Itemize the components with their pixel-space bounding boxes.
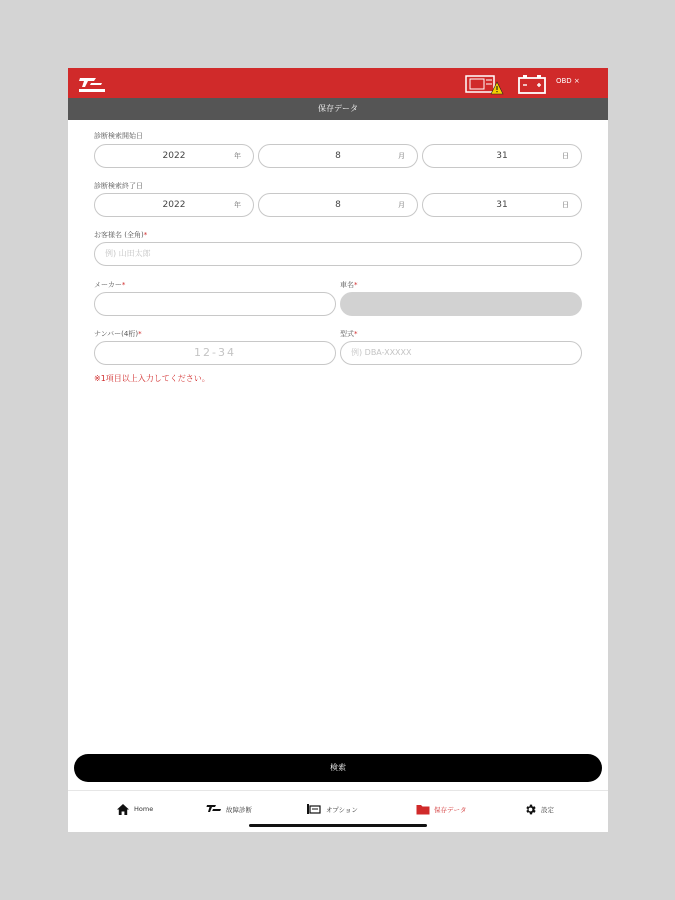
end-day-value: 31 — [496, 200, 508, 210]
obd-connection-label[interactable]: OBD × — [556, 77, 580, 85]
end-date-label: 診断検索終了日 — [94, 182, 143, 190]
start-day-field[interactable] — [422, 144, 582, 168]
model-input[interactable] — [340, 341, 582, 365]
end-year-field[interactable] — [94, 193, 254, 217]
end-year-unit: 年 — [234, 201, 241, 209]
tab-saved-data-label: 保存データ — [434, 805, 467, 814]
number-label-text: ナンバー(4桁) — [94, 330, 139, 338]
end-year-value: 2022 — [162, 200, 186, 210]
start-year-unit: 年 — [234, 152, 241, 160]
end-day-field[interactable] — [422, 193, 582, 217]
required-mark: * — [354, 330, 358, 338]
top-bar — [68, 68, 608, 98]
end-month-unit: 月 — [398, 201, 405, 209]
end-month-value: 8 — [335, 200, 341, 210]
home-icon — [116, 803, 130, 816]
required-mark: * — [138, 330, 142, 338]
maker-select[interactable] — [94, 292, 336, 316]
scanner-warning-icon[interactable] — [464, 73, 504, 95]
tab-option-label: オプション — [326, 805, 358, 814]
number-input[interactable] — [94, 341, 336, 365]
tab-settings-label: 設定 — [541, 805, 554, 814]
model-label-text: 型式 — [340, 330, 354, 338]
start-day-unit: 日 — [562, 152, 569, 160]
end-month-field[interactable] — [258, 193, 418, 217]
required-mark: * — [143, 231, 148, 239]
page-title: 保存データ — [68, 98, 608, 120]
start-month-value: 8 — [335, 151, 341, 161]
diagnosis-icon — [206, 803, 222, 815]
customer-name-label — [94, 230, 147, 240]
maker-label-text: メーカー — [94, 281, 122, 289]
tab-option[interactable] — [306, 801, 358, 817]
car-name-select[interactable] — [340, 292, 582, 316]
tab-home-label: Home — [134, 805, 154, 813]
start-month-unit: 月 — [398, 152, 405, 160]
tab-diagnosis-label: 故障診断 — [226, 805, 252, 814]
option-icon — [306, 803, 322, 815]
customer-name-label-text: お客様名 (全角) — [94, 231, 144, 239]
number-placeholder: 12-34 — [194, 346, 236, 359]
folder-icon — [416, 804, 430, 815]
model-placeholder: 例) DBA-XXXXX — [351, 348, 412, 357]
tab-home[interactable] — [116, 801, 153, 817]
car-name-label — [340, 280, 358, 290]
customer-name-placeholder: 例) 山田太郎 — [105, 249, 151, 258]
end-day-unit: 日 — [562, 201, 569, 209]
number-label — [94, 329, 142, 339]
model-label — [340, 329, 358, 339]
start-year-field[interactable] — [94, 144, 254, 168]
required-mark: * — [121, 281, 126, 289]
car-name-label-text: 車名 — [340, 281, 354, 289]
validation-note: ※1項目以上入力してください。 — [94, 374, 210, 383]
customer-name-input[interactable] — [94, 242, 582, 266]
tab-saved-data[interactable] — [416, 801, 467, 817]
brand-logo-icon — [76, 74, 110, 94]
start-day-value: 31 — [496, 151, 508, 161]
required-mark: * — [354, 281, 358, 289]
gear-icon — [524, 803, 537, 816]
tab-settings[interactable] — [524, 801, 554, 817]
search-button[interactable]: 検索 — [74, 754, 602, 782]
start-year-value: 2022 — [162, 151, 186, 161]
tab-diagnosis[interactable] — [206, 801, 252, 817]
home-indicator — [249, 824, 427, 827]
start-month-field[interactable] — [258, 144, 418, 168]
start-date-label: 診断検索開始日 — [94, 132, 143, 140]
battery-icon[interactable] — [517, 73, 547, 95]
maker-label — [94, 280, 125, 290]
app-window — [68, 68, 608, 832]
